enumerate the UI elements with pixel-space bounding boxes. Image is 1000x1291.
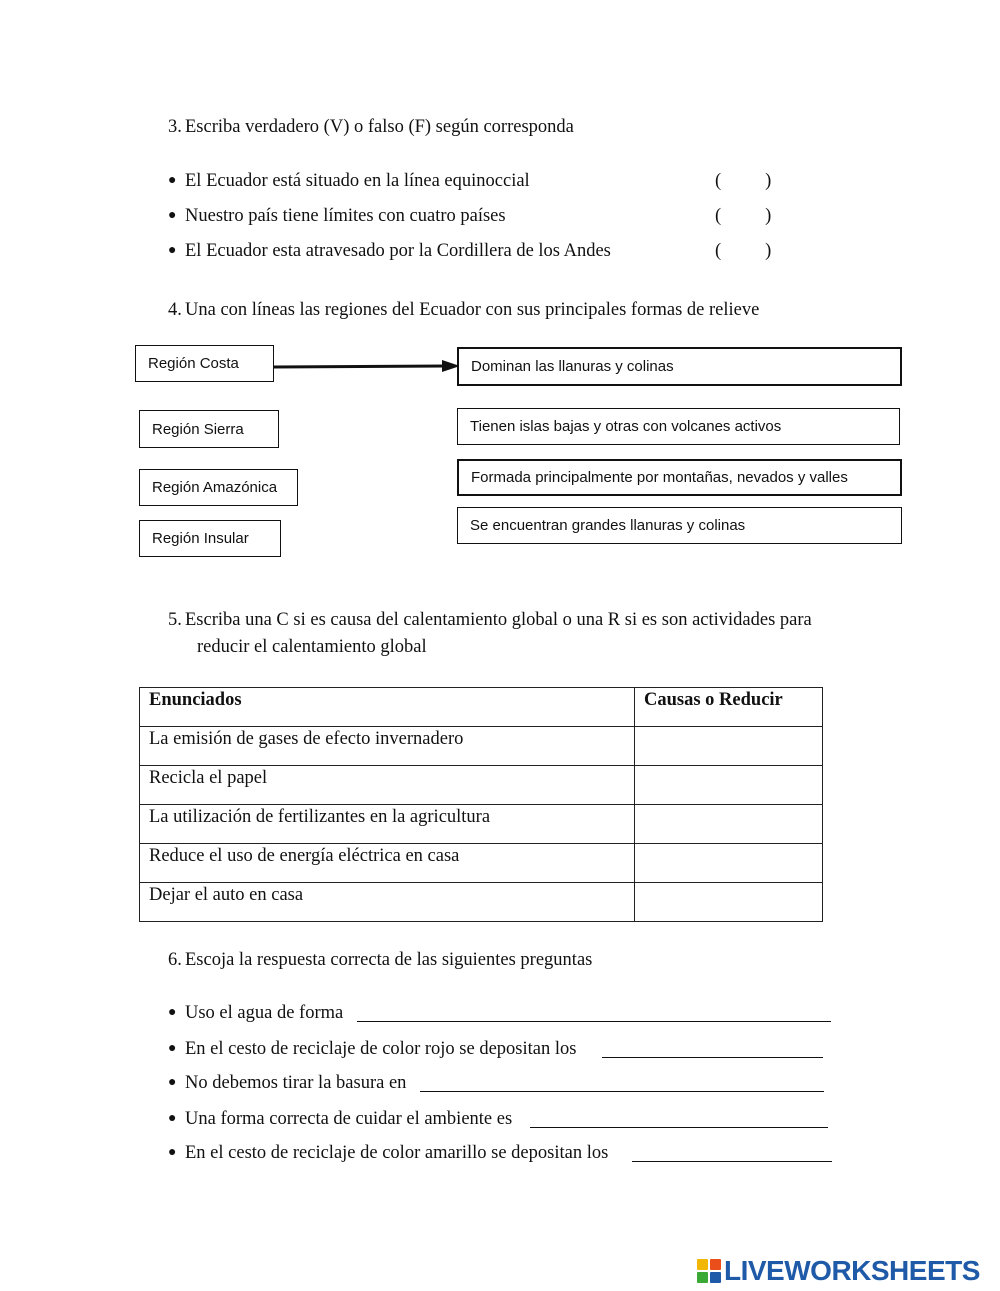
bullet-icon: ● xyxy=(168,1145,177,1160)
question-4-title: 4. Una con líneas las regiones del Ecuador con sus principales formas de relieve xyxy=(168,300,760,320)
q6-blank-3[interactable] xyxy=(420,1075,824,1092)
logo-text: LIVEWORKSHEETS xyxy=(724,1255,980,1286)
answer-cell[interactable] xyxy=(635,727,823,766)
q6-item-5: ● En el cesto de reciclaje de color amarillo se depositan los xyxy=(168,1143,609,1163)
question-3-title: 3. Escriba verdadero (V) o falso (F) según corresponda xyxy=(168,117,574,137)
q3-answer-2[interactable]: ( ) xyxy=(715,206,772,226)
q6-item-1: ● Uso el agua de forma xyxy=(168,1003,344,1023)
q3-answer-1[interactable]: ( ) xyxy=(715,171,772,191)
q6-item-2: ● En el cesto de reciclaje de color rojo se depositan los xyxy=(168,1039,577,1059)
region-insular-box[interactable]: Región Insular xyxy=(139,520,281,557)
q6-blank-5[interactable] xyxy=(632,1145,832,1162)
q6-item-4: ● Una forma correcta de cuidar el ambiente es xyxy=(168,1109,513,1129)
table-header-row xyxy=(140,688,823,727)
relief-box-4[interactable]: Se encuentran grandes llanuras y colinas xyxy=(457,507,902,544)
region-amazonica-box[interactable]: Región Amazónica xyxy=(139,469,298,506)
table-row xyxy=(140,844,823,883)
table-row xyxy=(140,805,823,844)
table-row xyxy=(140,766,823,805)
statement-cell: La utilización de fertilizantes en la agricultura xyxy=(140,805,635,844)
bullet-icon: ● xyxy=(168,1111,177,1126)
answer-cell[interactable] xyxy=(635,883,823,922)
statement-cell: La emisión de gases de efecto invernadero xyxy=(140,727,635,766)
region-sierra-box[interactable]: Región Sierra xyxy=(139,410,279,448)
q6-blank-1[interactable] xyxy=(357,1005,831,1022)
causes-table xyxy=(139,687,823,922)
q3-statement-1: ● El Ecuador está situado en la línea equinoccial xyxy=(168,171,530,191)
question-5-title: 5. Escriba una C si es causa del calentamiento global o una R si es son actividades para xyxy=(168,610,812,630)
q3-statement-3: ● El Ecuador esta atravesado por la Cordillera de los Andes xyxy=(168,241,611,261)
bullet-icon: ● xyxy=(168,1041,177,1056)
table-row xyxy=(140,727,823,766)
q6-item-3: ● No debemos tirar la basura en xyxy=(168,1073,407,1093)
statement-cell: Recicla el papel xyxy=(140,766,635,805)
connection-arrow xyxy=(270,355,462,379)
table-row xyxy=(140,883,823,922)
bullet-icon: ● xyxy=(168,243,177,258)
answer-cell[interactable] xyxy=(635,766,823,805)
answer-cell[interactable] xyxy=(635,805,823,844)
liveworksheets-logo xyxy=(697,1255,980,1287)
relief-box-3[interactable]: Formada principalmente por montañas, nevados y valles xyxy=(457,459,902,496)
bullet-icon: ● xyxy=(168,173,177,188)
statement-cell: Dejar el auto en casa xyxy=(140,883,635,922)
liveworksheets-logo-icon xyxy=(697,1259,721,1283)
header-causas-reducir: Causas o Reducir xyxy=(635,688,823,727)
question-6-title: 6. Escoja la respuesta correcta de las siguientes preguntas xyxy=(168,950,593,970)
answer-cell[interactable] xyxy=(635,844,823,883)
region-costa-box[interactable]: Región Costa xyxy=(135,345,274,382)
q6-blank-4[interactable] xyxy=(530,1111,828,1128)
bullet-icon: ● xyxy=(168,208,177,223)
header-enunciados: Enunciados xyxy=(140,688,635,727)
bullet-icon: ● xyxy=(168,1075,177,1090)
question-5-title-line2: reducir el calentamiento global xyxy=(197,637,427,657)
q3-statement-2: ● Nuestro país tiene límites con cuatro países xyxy=(168,206,506,226)
relief-box-1[interactable]: Dominan las llanuras y colinas xyxy=(457,347,902,386)
q3-answer-3[interactable]: ( ) xyxy=(715,241,772,261)
statement-cell: Reduce el uso de energía eléctrica en casa xyxy=(140,844,635,883)
relief-box-2[interactable]: Tienen islas bajas y otras con volcanes activos xyxy=(457,408,900,445)
bullet-icon: ● xyxy=(168,1005,177,1020)
q6-blank-2[interactable] xyxy=(602,1041,823,1058)
